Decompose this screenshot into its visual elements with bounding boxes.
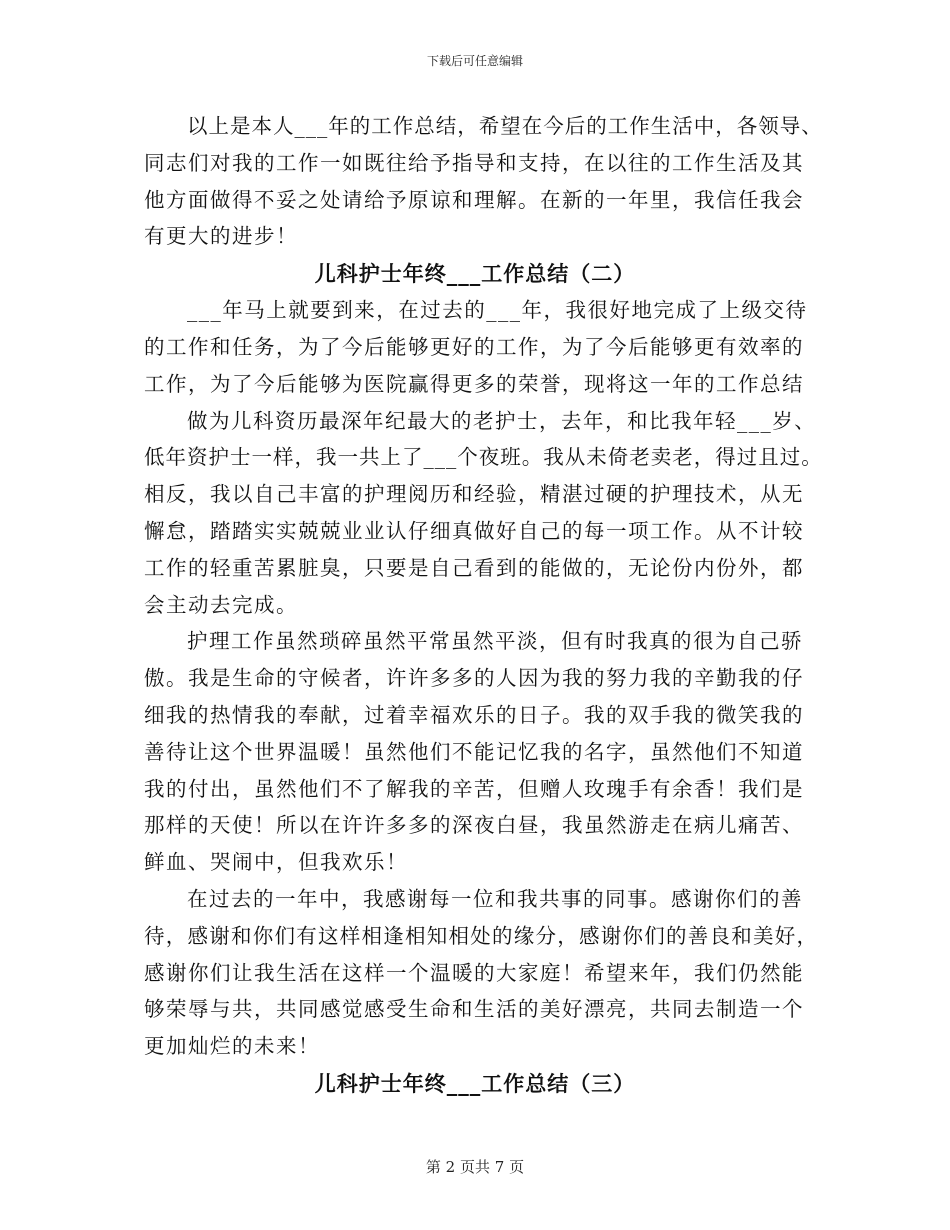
paragraph — [144, 623, 824, 881]
paragraph — [144, 881, 824, 1065]
text-line: 以上是本人___年的工作总结，希望在今后的工作生活中，各领导、 — [187, 114, 823, 138]
text-line: 护理工作虽然琐碎虽然平常虽然平淡，但有时我真的很为自己骄 — [187, 629, 803, 654]
text-line: 相反，我以自己丰富的护理阅历和经验，精湛过硬的护理技术，从无 — [144, 482, 804, 507]
paragraph — [144, 108, 824, 255]
text-line: 那样的天使！所以在许许多多的深夜白昼，我虽然游走在病儿痛苦、 — [144, 813, 804, 838]
text-line: 他方面做得不妥之处请给予原谅和理解。在新的一年里，我信任我会 — [144, 187, 804, 212]
paragraph — [144, 403, 824, 624]
text-line: 工作的轻重苦累脏臭，只要是自己看到的能做的，无论份内份外，都 — [144, 555, 804, 580]
text-line: 感谢你们让我生活在这样一个温暖的大家庭！希望来年，我们仍然能 — [144, 960, 804, 985]
text-line: 的工作和任务，为了今后能够更好的工作，为了今后能够更有效率的 — [144, 334, 804, 359]
text-line: 傲。我是生命的守候者，许许多多的人因为我的努力我的辛勤我的仔 — [144, 666, 804, 691]
section-heading: 儿科护士年终___工作总结（三） — [314, 1070, 636, 1096]
text-line: 做为儿科资历最深年纪最大的老护士，去年，和比我年轻___岁、 — [187, 408, 817, 433]
text-line: 细我的热情我的奉献，过着幸福欢乐的日子。我的双手我的微笑我的 — [144, 702, 804, 727]
text-line: 够荣辱与共，共同感觉感受生命和生活的美好漂亮，共同去制造一个 — [144, 997, 804, 1022]
text-line: 低年资护士一样，我一共上了___个夜班。我从未倚老卖老，得过且过。 — [144, 445, 823, 470]
page-footer: 第 2 页共 7 页 — [425, 1158, 525, 1176]
text-line: 懈怠，踏踏实实兢兢业业认仔细真做好自己的每一项工作。从不计较 — [144, 518, 804, 543]
page-header: 下载后可任意编辑 — [426, 54, 523, 68]
text-line: 在过去的一年中，我感谢每一位和我共事的同事。感谢你们的善 — [187, 886, 803, 911]
paragraph — [144, 292, 824, 402]
text-line: 更加灿烂的未来！ — [144, 1034, 320, 1059]
text-line: 鲜血、哭闹中，但我欢乐！ — [144, 850, 408, 875]
text-line: ___年马上就要到来，在过去的___年，我很好地完成了上级交待 — [187, 298, 808, 323]
section-heading: 儿科护士年终___工作总结（二） — [314, 261, 636, 287]
text-line: 有更大的进步！ — [144, 224, 298, 249]
text-line: 善待让这个世界温暖！虽然他们不能记忆我的名字，虽然他们不知道 — [144, 739, 804, 764]
text-line: 同志们对我的工作一如既往给予指导和支持，在以往的工作生活及其 — [144, 150, 804, 175]
text-line: 我的付出，虽然他们不了解我的辛苦，但赠人玫瑰手有余香！我们是 — [144, 776, 804, 801]
text-line: 工作，为了今后能够为医院赢得更多的荣誉，现将这一年的工作总结 — [144, 371, 804, 396]
text-line: 待，感谢和你们有这样相逢相知相处的缘分，感谢你们的善良和美好， — [144, 923, 819, 948]
document-body — [144, 108, 824, 1102]
text-line: 会主动去完成。 — [144, 592, 298, 617]
